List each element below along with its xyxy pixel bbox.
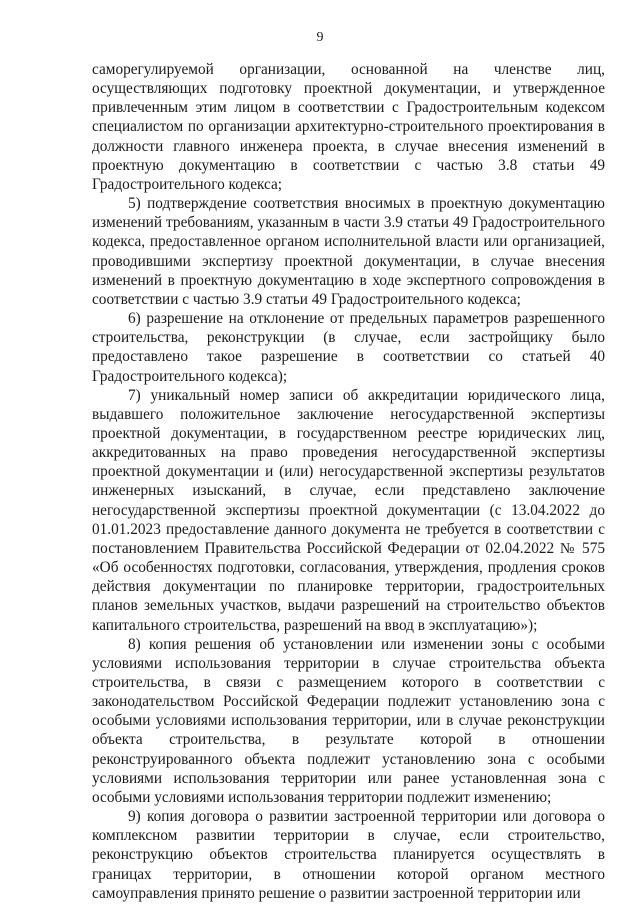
paragraph-item-8: 8) копия решения об установлении или изменении зоны с особыми условиями использования территории в случае строительства объекта строительства, в связи с размещением которого в соответствии с законодательством Российской Федерации подлежит установлению зона с особыми условиями использования территории, или в случае реконструкции объекта строительства, в результате которой в отношении реконструированного объекта подлежит установлению зона с особыми условиями использования территории или ранее установленная зона с особыми условиями использования территории подлежит изменению;	[92, 635, 605, 806]
document-body	[92, 60, 605, 903]
page-number: 9	[316, 30, 324, 45]
paragraph-continued: саморегулируемой организации, основанной на членстве лиц, осуществляющих подготовку проектной документации, и утвержденное привлеченным этим лицом в соответствии с Градостроительным кодексом специалистом по организации архитектурно-строительного проектирования в должности главного инженера проекта, в случае внесения изменений в проектную документацию в соответствии с частью 3.8 статьи 49 Градостроительного кодекса;	[92, 61, 605, 193]
paragraph-item-7: 7) уникальный номер записи об аккредитации юридического лица, выдавшего положительное заключение негосударственной экспертизы проектной документации, в государственном реестре юридических лиц, аккредитованных на право проведения негосударственной экспертизы проектной документации и (или) негосударственной экспертизы результатов инженерных изысканий, в случае, если представлено заключение негосударственной экспертизы проектной документации (с 13.04.2022 до 01.01.2023 предоставление данного документа не требуется в соответствии с постановлением Правительства Российской Федерации от 02.04.2022 № 575 «Об особенностях подготовки, согласования, утверждения, продления сроков действия документации по планировке территории, градостроительных планов земельных участков, выдачи разрешений на строительство объектов капитального строительства, разрешений на ввод в эксплуатацию»);	[92, 386, 605, 634]
paragraph-item-5: 5) подтверждение соответствия вносимых в проектную документацию изменений требованиям, указанным в части 3.9 статьи 49 Градостроительного кодекса, предоставленное органом исполнительной власти или организацией, проводившими экспертизу проектной документации, в случае внесения изменений в проектную документацию в ходе экспертного сопровождения в соответствии с частью 3.9 статьи 49 Градостроительного кодекса;	[92, 195, 605, 308]
paragraph-item-6: 6) разрешение на отклонение от предельных параметров разрешенного строительства, реконструкции (в случае, если застройщику было предоставлено такое разрешение в соответствии со статьей 40 Градостроительного кодекса);	[92, 310, 605, 385]
paragraph-item-9: 9) копия договора о развитии застроенной территории или договора о комплексном развитии территории в случае, если строительство, реконструкцию объектов строительства планируется осуществлять в границах территории, в отношении которой органом местного самоуправления принято решение о развитии застроенной территории или	[92, 808, 605, 902]
